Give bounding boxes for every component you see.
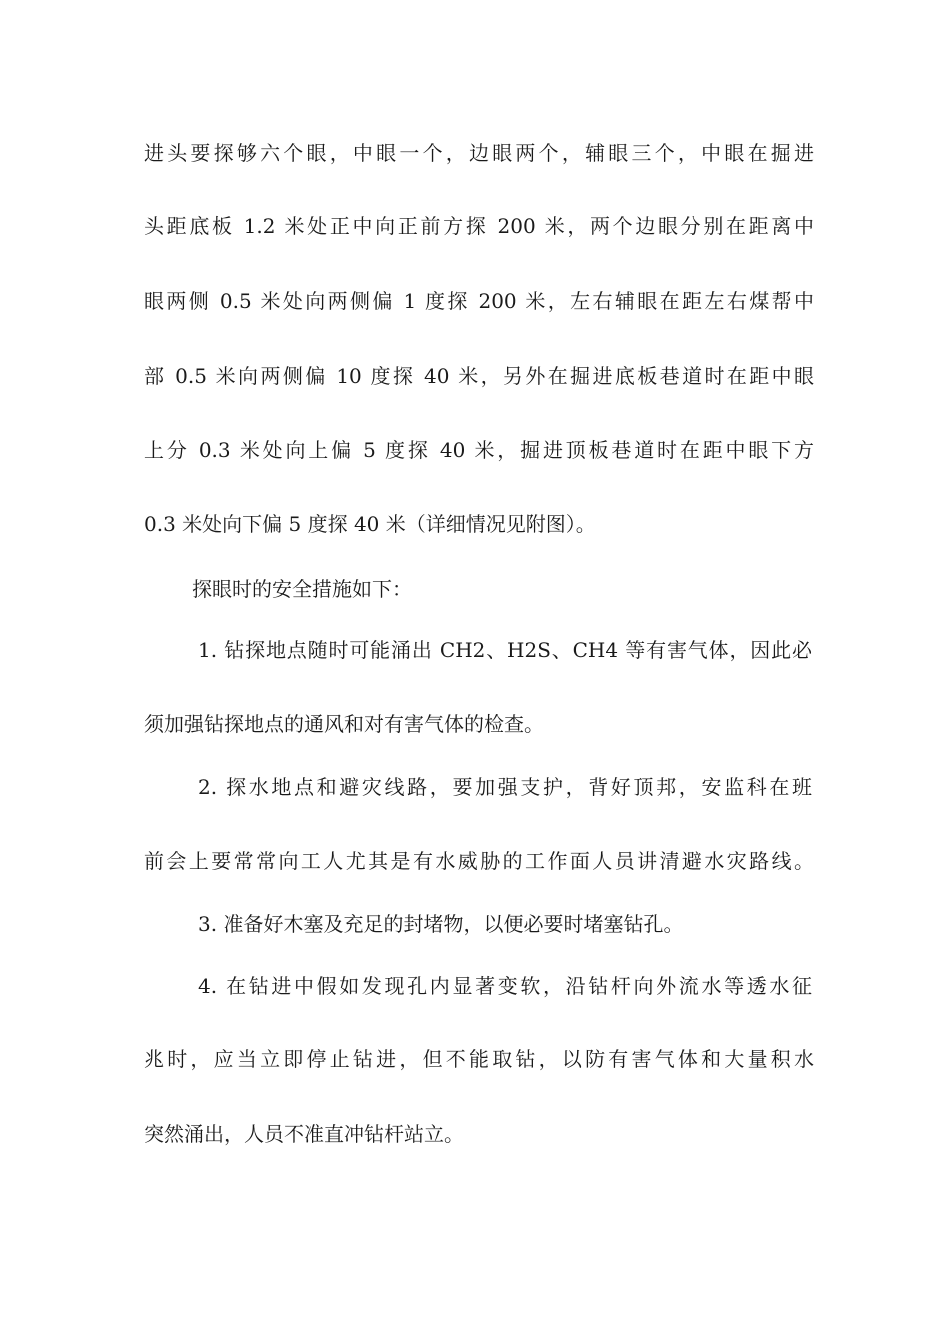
item-3-line-1: 3. 准备好木塞及充足的封堵物，以便必要时堵塞钻孔。 xyxy=(198,912,684,936)
item-4-line-1: 4. 在钻进中假如发现孔内显著变软，沿钻杆向外流水等透水征 xyxy=(198,974,812,998)
item-1-line-1: 1. 钻探地点随时可能涌出 CH2、H2S、CH4 等有害气体，因此必 xyxy=(198,638,812,662)
item-1-line-2: 须加强钻探地点的通风和对有害气体的检查。 xyxy=(144,712,544,736)
item-2-line-2: 前会上要常常向工人尤其是有水威胁的工作面人员讲清避水灾路线。 xyxy=(144,849,814,873)
text-line-6: 0.3 米处向下偏 5 度探 40 米（详细情况见附图）。 xyxy=(144,512,596,536)
text-line-2: 头距底板 1.2 米处正中向正前方探 200 米，两个边眼分别在距离中 xyxy=(144,214,814,238)
text-line-1: 进头要探够六个眼，中眼一个，边眼两个，辅眼三个，中眼在掘进 xyxy=(144,141,814,165)
section-heading: 探眼时的安全措施如下： xyxy=(192,577,412,601)
text-line-5: 上分 0.3 米处向上偏 5 度探 40 米，掘进顶板巷道时在距中眼下方 xyxy=(144,438,814,462)
text-line-4: 部 0.5 米向两侧偏 10 度探 40 米，另外在掘进底板巷道时在距中眼 xyxy=(144,364,814,388)
item-4-line-3: 突然涌出，人员不准直冲钻杆站立。 xyxy=(144,1122,464,1146)
item-4-line-2: 兆时，应当立即停止钻进，但不能取钻，以防有害气体和大量积水 xyxy=(144,1047,814,1071)
item-2-line-1: 2. 探水地点和避灾线路，要加强支护，背好顶邦，安监科在班 xyxy=(198,775,812,799)
text-line-3: 眼两侧 0.5 米处向两侧偏 1 度探 200 米，左右辅眼在距左右煤帮中 xyxy=(144,289,814,313)
